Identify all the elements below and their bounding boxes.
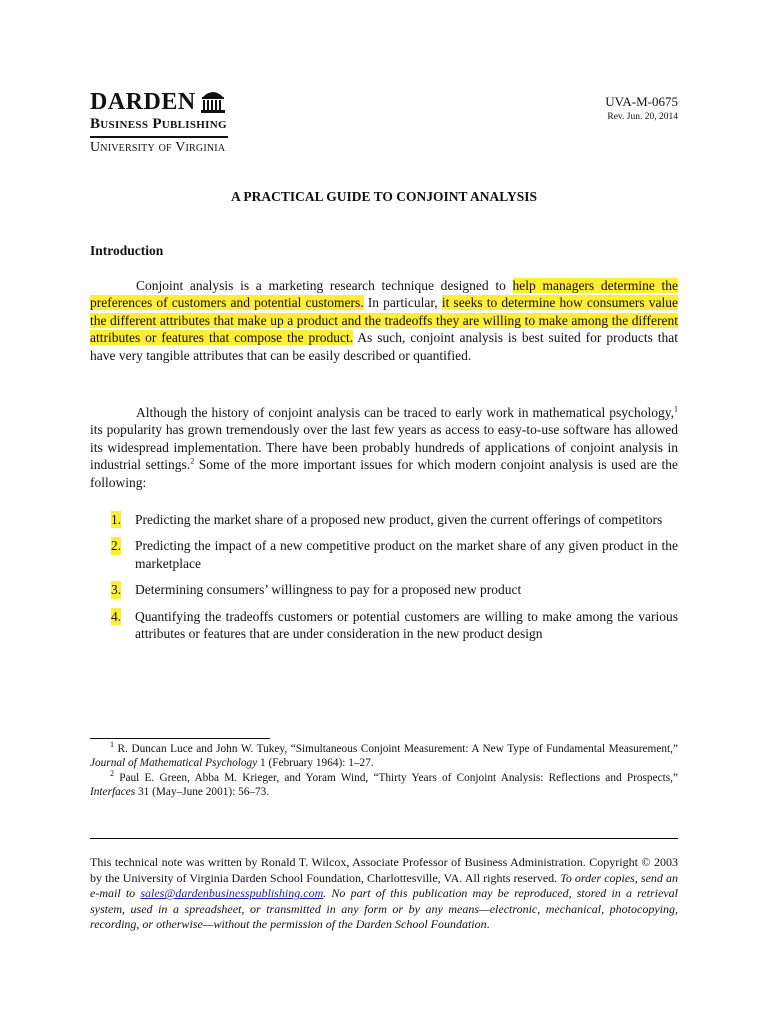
list-text: Predicting the market share of a proposed new product, given the current offerings of competitors xyxy=(135,512,663,527)
list-text: Quantifying the tradeoffs customers or potential customers are willing to make among the various attributes or features that are under consideration in the new product design xyxy=(135,608,678,642)
paragraph-2 xyxy=(90,404,678,491)
para1-text-c: As such, conjoint analysis is best suited for products that have very tangible attributes that can be easily described or quantified. xyxy=(90,330,679,363)
copyright-italic: . No part of this publication may be reproduced, stored in a retrieval system, used in a spreadsheet, or transmitted in any form or by any means—electronic, mechanical, photocopying, recording, or otherwise—without the permission of the Darden School Foundation xyxy=(90,886,678,932)
highlight-1: help managers determine the preferences of customers and potential customers. xyxy=(90,278,679,311)
list-number: 3. xyxy=(111,582,122,598)
revision-date: Rev. Jun. 20, 2014 xyxy=(607,112,678,122)
para1-text-b: In particular, xyxy=(363,295,442,311)
footnote-journal: Interfaces xyxy=(90,786,136,798)
list-number: 4. xyxy=(111,608,122,624)
list-text: Determining consumers’ willingness to pay for a proposed new product xyxy=(135,582,522,598)
footnote-number: 1 xyxy=(110,740,114,750)
paragraph-1 xyxy=(90,277,678,364)
copyright-end: . xyxy=(486,917,490,932)
para1-text-a: Conjoint analysis is a marketing research technique designed to xyxy=(136,278,513,293)
logo-business-publishing: Business Publishing xyxy=(90,116,227,132)
copyright-text: This technical note was written by Ronald T. Wilcox, Associate Professor of Business Administration. Copyright © 2003 by the University of Virginia Darden School Foundation, Charlottesville, VA. All rights reserved. xyxy=(90,855,678,885)
logo-darden: DARDEN xyxy=(90,89,196,115)
footnote-text: Paul E. Green, Abba M. Krieger, and Yoram Wind, “Thirty Years of Conjoint Analysis: Reflections and Prospects,” xyxy=(114,772,678,784)
email-link[interactable]: sales@dardenbusinesspublishing.com xyxy=(140,886,324,901)
footnotes xyxy=(90,742,678,800)
footnote-separator xyxy=(90,738,270,739)
footnote-ref-1[interactable]: 1 xyxy=(674,404,678,414)
list-item xyxy=(90,511,678,528)
rotunda-icon xyxy=(200,88,226,114)
footnote-2 xyxy=(90,771,678,799)
list-number: 2. xyxy=(111,538,122,554)
logo-rule xyxy=(90,136,228,138)
list-item xyxy=(90,608,678,643)
footnote-text: 31 (May–June 2001): 56–73. xyxy=(135,786,270,798)
footnote-number: 2 xyxy=(110,769,114,779)
footnote-ref-2[interactable]: 2 xyxy=(190,456,195,466)
list-item xyxy=(90,537,678,572)
footnote-text: 1 (February 1964): 1–27. xyxy=(257,757,374,769)
list-text: Predicting the impact of a new competitive product on the market share of any given product in the marketplace xyxy=(135,538,678,571)
list-number: 1. xyxy=(111,512,122,527)
copyright-notice xyxy=(90,855,678,933)
darden-logo xyxy=(90,88,240,156)
document-title: A PRACTICAL GUIDE TO CONJOINT ANALYSIS xyxy=(231,189,537,204)
footnote-text: R. Duncan Luce and John W. Tukey, “Simultaneous Conjoint Measurement: A New Type of Fundamental Measurement,” xyxy=(114,743,678,755)
highlight-2: it seeks to determine how consumers value the different attributes that make up a product and the tradeoffs they are willing to make among the different attributes or features that compose the product. xyxy=(90,295,678,346)
copyright-italic: To order copies, send an e-mail to xyxy=(90,870,678,901)
para2-text-a: Although the history of conjoint analysis can be traced to early work in mathematical psychology, xyxy=(136,405,674,420)
copyright-separator xyxy=(90,838,678,839)
footnote-journal: Journal of Mathematical Psychology xyxy=(90,757,258,769)
doc-code: UVA-M-0675 xyxy=(605,94,678,109)
para2-text-c: Some of the more important issues for which modern conjoint analysis is used are the following: xyxy=(90,457,678,490)
uses-list xyxy=(90,511,678,642)
document-id xyxy=(605,94,678,122)
section-heading: Introduction xyxy=(90,243,164,258)
para2-text-b: its popularity has grown tremendously over the last few years as access to easy-to-use software has allowed its widespread implementation. There have been probably hundreds of applications of conjoint analysis in industrial settings. xyxy=(90,422,678,473)
list-item xyxy=(90,581,678,598)
footnote-1 xyxy=(90,742,678,770)
logo-university: University of Virginia xyxy=(90,139,226,155)
